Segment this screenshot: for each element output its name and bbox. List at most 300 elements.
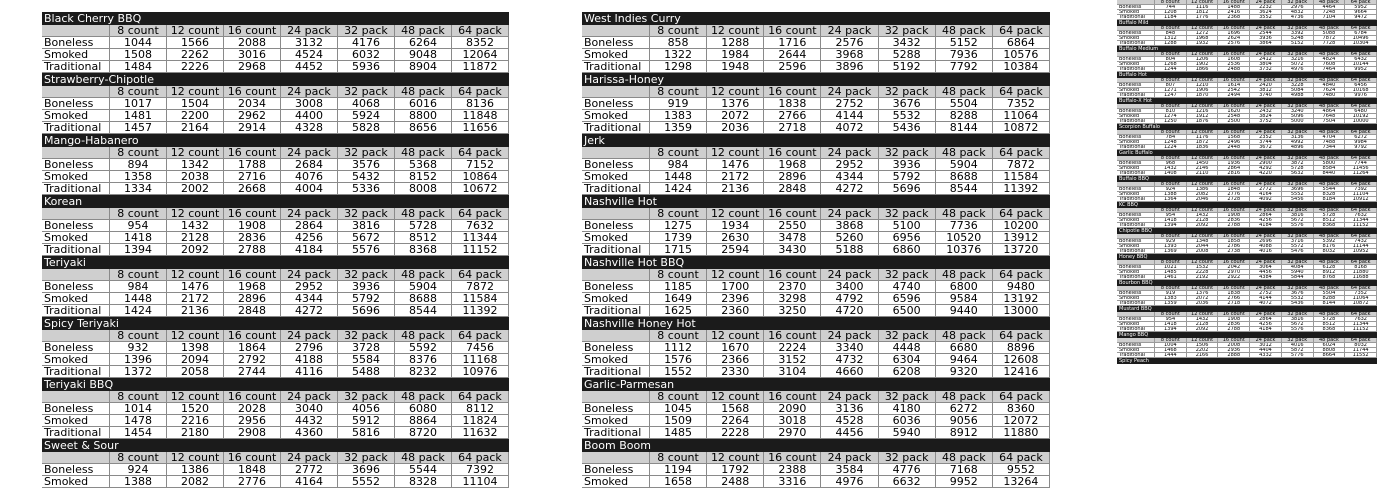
table-cell: 1934 bbox=[707, 220, 764, 232]
column-header: 32 pack bbox=[879, 452, 936, 464]
table-cell: 1948 bbox=[707, 61, 764, 73]
table-cell: 2772 bbox=[1250, 187, 1282, 192]
table-cell: 2728 bbox=[1218, 197, 1250, 202]
row-label: Traditional bbox=[1117, 223, 1155, 228]
flavor-table bbox=[582, 269, 1050, 317]
table-cell: 2816 bbox=[1218, 171, 1250, 176]
table-cell: 4272 bbox=[281, 305, 338, 317]
table-cell: 5576 bbox=[1282, 327, 1314, 332]
column-header: 12 count bbox=[1187, 0, 1219, 5]
table-cell: 2788 bbox=[224, 244, 281, 256]
table-cell: 2128 bbox=[1187, 218, 1219, 223]
table-cell: 11456 bbox=[1345, 166, 1377, 171]
column-header: 32 pack bbox=[338, 330, 395, 342]
flavor-section bbox=[1117, 72, 1377, 98]
table-cell: 8768 bbox=[1314, 275, 1346, 280]
table-cell: 6860 bbox=[879, 244, 936, 256]
table-cell: 8688 bbox=[936, 171, 993, 183]
table-cell: 1247 bbox=[1155, 93, 1187, 98]
column-header: 64 pack bbox=[993, 25, 1050, 37]
column-header: 24 pack bbox=[821, 269, 878, 281]
table-cell: 2368 bbox=[1218, 15, 1250, 20]
table-cell: 11880 bbox=[993, 427, 1050, 439]
table-cell: 1112 bbox=[650, 342, 707, 354]
table-cell: 1476 bbox=[707, 159, 764, 171]
column-header bbox=[582, 391, 650, 403]
table-cell: 4344 bbox=[821, 171, 878, 183]
table-cell: 3240 bbox=[1282, 109, 1314, 114]
row-label: Boneless bbox=[1117, 291, 1155, 296]
column-header: 32 pack bbox=[1282, 52, 1314, 57]
table-cell: 1393 bbox=[1155, 244, 1187, 249]
flavor-section bbox=[1117, 332, 1377, 358]
table-cell: 9320 bbox=[936, 366, 993, 378]
table-cell: 3696 bbox=[338, 464, 395, 476]
column-header: 64 pack bbox=[1345, 52, 1377, 57]
column-header: 16 count bbox=[224, 452, 281, 464]
table-cell: 5552 bbox=[1282, 192, 1314, 197]
table-cell: 5552 bbox=[338, 476, 395, 488]
table-cell: 2716 bbox=[224, 171, 281, 183]
table-cell: 1116 bbox=[1187, 5, 1219, 10]
table-cell: 954 bbox=[1155, 213, 1187, 218]
flavor-table bbox=[42, 452, 509, 488]
column-header: 12 count bbox=[707, 330, 764, 342]
flavor-title: West Indies Curry bbox=[582, 12, 1050, 25]
table-cell: 5188 bbox=[821, 244, 878, 256]
row-label: Smoked bbox=[582, 110, 650, 122]
flavor-title: Nashville Honey Hot bbox=[582, 317, 1050, 330]
table-cell: 5940 bbox=[879, 427, 936, 439]
table-cell: 2576 bbox=[1218, 41, 1250, 46]
flavor-section bbox=[42, 378, 509, 439]
table-cell: 1432 bbox=[1155, 166, 1187, 171]
table-cell: 2896 bbox=[224, 293, 281, 305]
column-header: 48 pack bbox=[936, 208, 993, 220]
table-cell: 7152 bbox=[452, 159, 509, 171]
table-cell: 3812 bbox=[1250, 88, 1282, 93]
table-cell: 3136 bbox=[1282, 135, 1314, 140]
table-cell: 4164 bbox=[1250, 192, 1282, 197]
table-cell: 2412 bbox=[1250, 57, 1282, 62]
row-label: Boneless bbox=[42, 281, 110, 293]
table-cell: 3936 bbox=[1250, 36, 1282, 41]
row-label: Smoked bbox=[42, 110, 110, 122]
row-label: Boneless bbox=[1117, 239, 1155, 244]
column-header: 64 pack bbox=[452, 208, 509, 220]
column-header: 16 count bbox=[224, 86, 281, 98]
flavor-section bbox=[1117, 150, 1377, 176]
table-cell: 6304 bbox=[879, 354, 936, 366]
table-cell: 6036 bbox=[879, 415, 936, 427]
column-header bbox=[42, 391, 110, 403]
table-cell: 1394 bbox=[1155, 327, 1187, 332]
column-header: 24 pack bbox=[1250, 26, 1282, 31]
column-header: 48 pack bbox=[936, 452, 993, 464]
table-cell: 7936 bbox=[936, 49, 993, 61]
column-header: 8 count bbox=[1155, 260, 1187, 265]
table-cell: 1274 bbox=[1155, 114, 1187, 119]
column-header: 32 pack bbox=[1282, 104, 1314, 109]
flavor-table bbox=[582, 147, 1050, 195]
table-cell: 5152 bbox=[936, 37, 993, 49]
column-header bbox=[582, 86, 650, 98]
row-label: Boneless bbox=[1117, 135, 1155, 140]
column-header: 48 pack bbox=[1314, 52, 1346, 57]
table-cell: 968 bbox=[1155, 161, 1187, 166]
row-label: Smoked bbox=[1117, 348, 1155, 353]
table-cell: 1210 bbox=[1187, 83, 1219, 88]
table-cell: 4116 bbox=[281, 366, 338, 378]
column-header: 24 pack bbox=[821, 391, 878, 403]
table-cell: 2094 bbox=[167, 354, 224, 366]
flavor-title: Teriyaki BBQ bbox=[42, 378, 509, 391]
table-cell: 3936 bbox=[338, 281, 395, 293]
table-cell: 2542 bbox=[1218, 88, 1250, 93]
column-header: 8 count bbox=[650, 86, 707, 98]
table-cell: 1288 bbox=[707, 37, 764, 49]
table-cell: 929 bbox=[1155, 239, 1187, 244]
table-cell: 11688 bbox=[1345, 275, 1377, 280]
table-cell: 7248 bbox=[1314, 10, 1346, 15]
table-cell: 8864 bbox=[395, 415, 452, 427]
table-cell: 5096 bbox=[1282, 114, 1314, 119]
column-header: 24 pack bbox=[281, 86, 338, 98]
flavor-table bbox=[1117, 208, 1377, 228]
table-cell: 4272 bbox=[821, 183, 878, 195]
table-cell: 5368 bbox=[395, 159, 452, 171]
table-cell: 8912 bbox=[936, 427, 993, 439]
flavor-title: Spicy Teriyaki bbox=[42, 317, 509, 330]
table-cell: 954 bbox=[110, 220, 167, 232]
table-cell: 6864 bbox=[993, 37, 1050, 49]
table-cell: 1984 bbox=[707, 49, 764, 61]
table-cell: 2496 bbox=[1218, 140, 1250, 145]
table-cell: 3968 bbox=[821, 49, 878, 61]
table-cell: 7792 bbox=[936, 61, 993, 73]
column-header: 24 pack bbox=[1250, 78, 1282, 83]
table-cell: 5488 bbox=[338, 366, 395, 378]
table-cell: 13000 bbox=[993, 305, 1050, 317]
table-cell: 7352 bbox=[1345, 291, 1377, 296]
table-cell: 894 bbox=[110, 159, 167, 171]
row-label: Boneless bbox=[582, 98, 650, 110]
table-cell: 2900 bbox=[1250, 161, 1282, 166]
table-cell: 10000 bbox=[1345, 119, 1377, 124]
table-cell: 1485 bbox=[1155, 270, 1187, 275]
table-cell: 4072 bbox=[821, 122, 878, 134]
column-header: 64 pack bbox=[452, 452, 509, 464]
flavor-section bbox=[42, 439, 509, 488]
column-header: 8 count bbox=[1155, 234, 1187, 239]
table-cell: 2416 bbox=[1218, 10, 1250, 15]
table-cell: 1658 bbox=[650, 476, 707, 488]
table-cell: 7608 bbox=[1314, 62, 1346, 67]
table-cell: 10872 bbox=[1345, 301, 1377, 306]
table-cell: 3018 bbox=[764, 415, 821, 427]
table-cell: 3584 bbox=[821, 464, 878, 476]
table-cell: 5792 bbox=[338, 293, 395, 305]
table-cell: 2090 bbox=[764, 403, 821, 415]
row-label: Smoked bbox=[582, 49, 650, 61]
table-cell: 11064 bbox=[993, 110, 1050, 122]
table-cell: 1045 bbox=[650, 403, 707, 415]
column-header: 12 count bbox=[707, 86, 764, 98]
flavor-table bbox=[1117, 156, 1377, 176]
table-cell: 2488 bbox=[707, 476, 764, 488]
table-cell: 6272 bbox=[936, 403, 993, 415]
table-cell: 11584 bbox=[993, 171, 1050, 183]
table-cell: 1506 bbox=[1187, 343, 1219, 348]
column-header: 16 count bbox=[1218, 208, 1250, 213]
row-label: Boneless bbox=[42, 98, 110, 110]
table-cell: 1348 bbox=[1187, 239, 1219, 244]
column-header: 12 count bbox=[1187, 234, 1219, 239]
column-header: 12 count bbox=[707, 269, 764, 281]
table-cell: 3576 bbox=[338, 159, 395, 171]
table-cell: 10672 bbox=[452, 183, 509, 195]
column-header: 12 count bbox=[167, 391, 224, 403]
column-header: 48 pack bbox=[936, 86, 993, 98]
column-header: 48 pack bbox=[1314, 0, 1346, 5]
flavor-table bbox=[582, 391, 1050, 439]
table-cell: 7872 bbox=[993, 159, 1050, 171]
table-cell: 12416 bbox=[993, 366, 1050, 378]
column-header: 48 pack bbox=[1314, 260, 1346, 265]
column-header: 48 pack bbox=[395, 452, 452, 464]
row-label: Traditional bbox=[1117, 15, 1155, 20]
table-cell: 9952 bbox=[936, 476, 993, 488]
table-cell: 2956 bbox=[224, 415, 281, 427]
column-header: 48 pack bbox=[1314, 312, 1346, 317]
table-cell: 3672 bbox=[1250, 145, 1282, 150]
column-header: 12 count bbox=[1187, 52, 1219, 57]
table-cell: 3012 bbox=[1250, 343, 1282, 348]
flavor-table bbox=[582, 86, 1050, 134]
table-cell: 7504 bbox=[1314, 119, 1346, 124]
column-header: 32 pack bbox=[1282, 286, 1314, 291]
table-cell: 5576 bbox=[1282, 223, 1314, 228]
table-cell: 5952 bbox=[1345, 5, 1377, 10]
table-cell: 1408 bbox=[1155, 171, 1187, 176]
column-header: 48 pack bbox=[936, 147, 993, 159]
table-cell: 2536 bbox=[1218, 62, 1250, 67]
table-cell: 11824 bbox=[452, 415, 509, 427]
table-cell: 4016 bbox=[1282, 343, 1314, 348]
column-header: 64 pack bbox=[1345, 130, 1377, 135]
table-cell: 4256 bbox=[1250, 218, 1282, 223]
column-header: 24 pack bbox=[281, 330, 338, 342]
table-cell: 1457 bbox=[110, 122, 167, 134]
column-header: 16 count bbox=[764, 25, 821, 37]
table-cell: 11848 bbox=[452, 110, 509, 122]
column-header: 48 pack bbox=[1314, 156, 1346, 161]
table-cell: 2788 bbox=[1218, 223, 1250, 228]
table-cell: 1418 bbox=[110, 232, 167, 244]
column-header: 12 count bbox=[167, 269, 224, 281]
flavor-table-column-right bbox=[1117, 0, 1377, 364]
column-header: 12 count bbox=[1187, 312, 1219, 317]
table-cell: 8144 bbox=[936, 122, 993, 134]
table-cell: 10496 bbox=[1345, 36, 1377, 41]
table-cell: 8288 bbox=[1314, 296, 1346, 301]
table-cell: 11344 bbox=[1345, 322, 1377, 327]
column-header: 12 count bbox=[707, 25, 764, 37]
table-cell: 6024 bbox=[1314, 343, 1346, 348]
table-cell: 2550 bbox=[764, 220, 821, 232]
column-header: 64 pack bbox=[1345, 234, 1377, 239]
table-cell: 1649 bbox=[650, 293, 707, 305]
flavor-title: Black Cherry BBQ bbox=[42, 12, 509, 25]
column-header: 16 count bbox=[1218, 338, 1250, 343]
table-cell: 1484 bbox=[110, 61, 167, 73]
table-cell: 1275 bbox=[650, 220, 707, 232]
column-header: 32 pack bbox=[1282, 234, 1314, 239]
flavor-section bbox=[582, 134, 1050, 195]
table-cell: 1481 bbox=[110, 110, 167, 122]
table-cell: 5476 bbox=[1282, 249, 1314, 254]
column-header: 12 count bbox=[167, 208, 224, 220]
table-cell: 5904 bbox=[936, 159, 993, 171]
table-cell: 3816 bbox=[1282, 317, 1314, 322]
table-cell: 3676 bbox=[1282, 291, 1314, 296]
table-cell: 3824 bbox=[1250, 114, 1282, 119]
column-header: 32 pack bbox=[338, 208, 395, 220]
table-cell: 1418 bbox=[1155, 322, 1187, 327]
table-cell: 2576 bbox=[821, 37, 878, 49]
table-cell: 2034 bbox=[224, 98, 281, 110]
table-cell: 5248 bbox=[1282, 36, 1314, 41]
table-cell: 1776 bbox=[1187, 15, 1219, 20]
flavor-title: Nashville Hot BBQ bbox=[582, 256, 1050, 269]
column-header: 16 count bbox=[764, 391, 821, 403]
table-cell: 11392 bbox=[452, 305, 509, 317]
column-header: 48 pack bbox=[395, 269, 452, 281]
table-cell: 4988 bbox=[1282, 93, 1314, 98]
table-cell: 2166 bbox=[1187, 353, 1219, 358]
table-cell: 2360 bbox=[707, 305, 764, 317]
column-header: 8 count bbox=[650, 147, 707, 159]
flavor-table bbox=[1117, 104, 1377, 124]
table-cell: 858 bbox=[650, 37, 707, 49]
flavor-section bbox=[1117, 280, 1377, 306]
row-label: Boneless bbox=[1117, 161, 1155, 166]
table-cell: 1461 bbox=[1155, 275, 1187, 280]
table-cell: 2172 bbox=[167, 293, 224, 305]
column-header: 48 pack bbox=[1314, 338, 1346, 343]
flavor-section bbox=[582, 256, 1050, 317]
row-label: Smoked bbox=[1117, 62, 1155, 67]
table-cell: 4344 bbox=[281, 293, 338, 305]
table-cell: 5000 bbox=[1282, 119, 1314, 124]
flavor-section bbox=[1117, 254, 1377, 280]
table-cell: 4360 bbox=[281, 427, 338, 439]
column-header: 12 count bbox=[167, 147, 224, 159]
flavor-title: Teriyaki bbox=[42, 256, 509, 269]
table-cell: 5728 bbox=[395, 220, 452, 232]
column-header: 48 pack bbox=[1314, 286, 1346, 291]
table-cell: 5696 bbox=[879, 183, 936, 195]
table-cell: 2738 bbox=[1218, 249, 1250, 254]
table-cell: 3430 bbox=[764, 244, 821, 256]
table-cell: 1504 bbox=[167, 98, 224, 110]
table-cell: 4832 bbox=[1282, 10, 1314, 15]
table-cell: 1906 bbox=[1187, 88, 1219, 93]
table-cell: 5436 bbox=[879, 122, 936, 134]
table-cell: 1194 bbox=[650, 464, 707, 476]
table-cell: 2046 bbox=[1187, 197, 1219, 202]
table-cell: 1376 bbox=[707, 98, 764, 110]
table-cell: 1432 bbox=[1187, 317, 1219, 322]
table-cell: 4084 bbox=[1282, 265, 1314, 270]
flavor-section bbox=[1117, 228, 1377, 254]
table-cell: 2952 bbox=[281, 281, 338, 293]
table-cell: 4404 bbox=[1250, 348, 1282, 353]
table-cell: 3728 bbox=[338, 342, 395, 354]
table-cell: 4184 bbox=[1250, 327, 1282, 332]
table-cell: 1670 bbox=[707, 342, 764, 354]
column-header: 48 pack bbox=[1314, 130, 1346, 135]
table-cell: 4184 bbox=[1250, 223, 1282, 228]
table-cell: 2216 bbox=[167, 415, 224, 427]
row-label: Smoked bbox=[1117, 322, 1155, 327]
table-cell: 2864 bbox=[1250, 213, 1282, 218]
table-cell: 4736 bbox=[1282, 15, 1314, 20]
column-header: 24 pack bbox=[1250, 104, 1282, 109]
table-cell: 2008 bbox=[1218, 343, 1250, 348]
row-label: Traditional bbox=[582, 305, 650, 317]
table-cell: 9472 bbox=[1345, 15, 1377, 20]
table-cell: 1272 bbox=[1187, 31, 1219, 36]
table-cell: 4144 bbox=[821, 110, 878, 122]
table-cell: 2718 bbox=[764, 122, 821, 134]
column-header: 64 pack bbox=[1345, 286, 1377, 291]
table-cell: 2036 bbox=[1187, 301, 1219, 306]
table-cell: 11104 bbox=[1345, 192, 1377, 197]
row-label: Traditional bbox=[1117, 41, 1155, 46]
table-cell: 1848 bbox=[224, 464, 281, 476]
column-header: 24 pack bbox=[821, 86, 878, 98]
table-cell: 2092 bbox=[1187, 327, 1219, 332]
table-cell: 2718 bbox=[1218, 301, 1250, 306]
table-cell: 9952 bbox=[1345, 67, 1377, 72]
table-cell: 2766 bbox=[764, 110, 821, 122]
table-cell: 11344 bbox=[452, 232, 509, 244]
table-cell: 7480 bbox=[1314, 93, 1346, 98]
table-cell: 4088 bbox=[1250, 244, 1282, 249]
row-label: Boneless bbox=[582, 342, 650, 354]
column-header: 8 count bbox=[1155, 78, 1187, 83]
table-cell: 8720 bbox=[395, 427, 452, 439]
table-cell: 4740 bbox=[879, 281, 936, 293]
table-cell: 11552 bbox=[1345, 353, 1377, 358]
table-cell: 2008 bbox=[1187, 249, 1219, 254]
table-cell: 4384 bbox=[1250, 275, 1282, 280]
flavor-table bbox=[1117, 130, 1377, 150]
column-header: 12 count bbox=[707, 147, 764, 159]
table-cell: 8656 bbox=[395, 122, 452, 134]
column-header: 48 pack bbox=[936, 25, 993, 37]
table-cell: 1716 bbox=[764, 37, 821, 49]
row-label: Smoked bbox=[42, 49, 110, 61]
column-header: 64 pack bbox=[1345, 0, 1377, 5]
column-header: 16 count bbox=[224, 25, 281, 37]
table-cell: 3392 bbox=[1282, 31, 1314, 36]
column-header: 48 pack bbox=[936, 391, 993, 403]
table-cell: 2776 bbox=[224, 476, 281, 488]
table-cell: 1450 bbox=[1187, 161, 1219, 166]
table-cell: 4072 bbox=[1250, 301, 1282, 306]
